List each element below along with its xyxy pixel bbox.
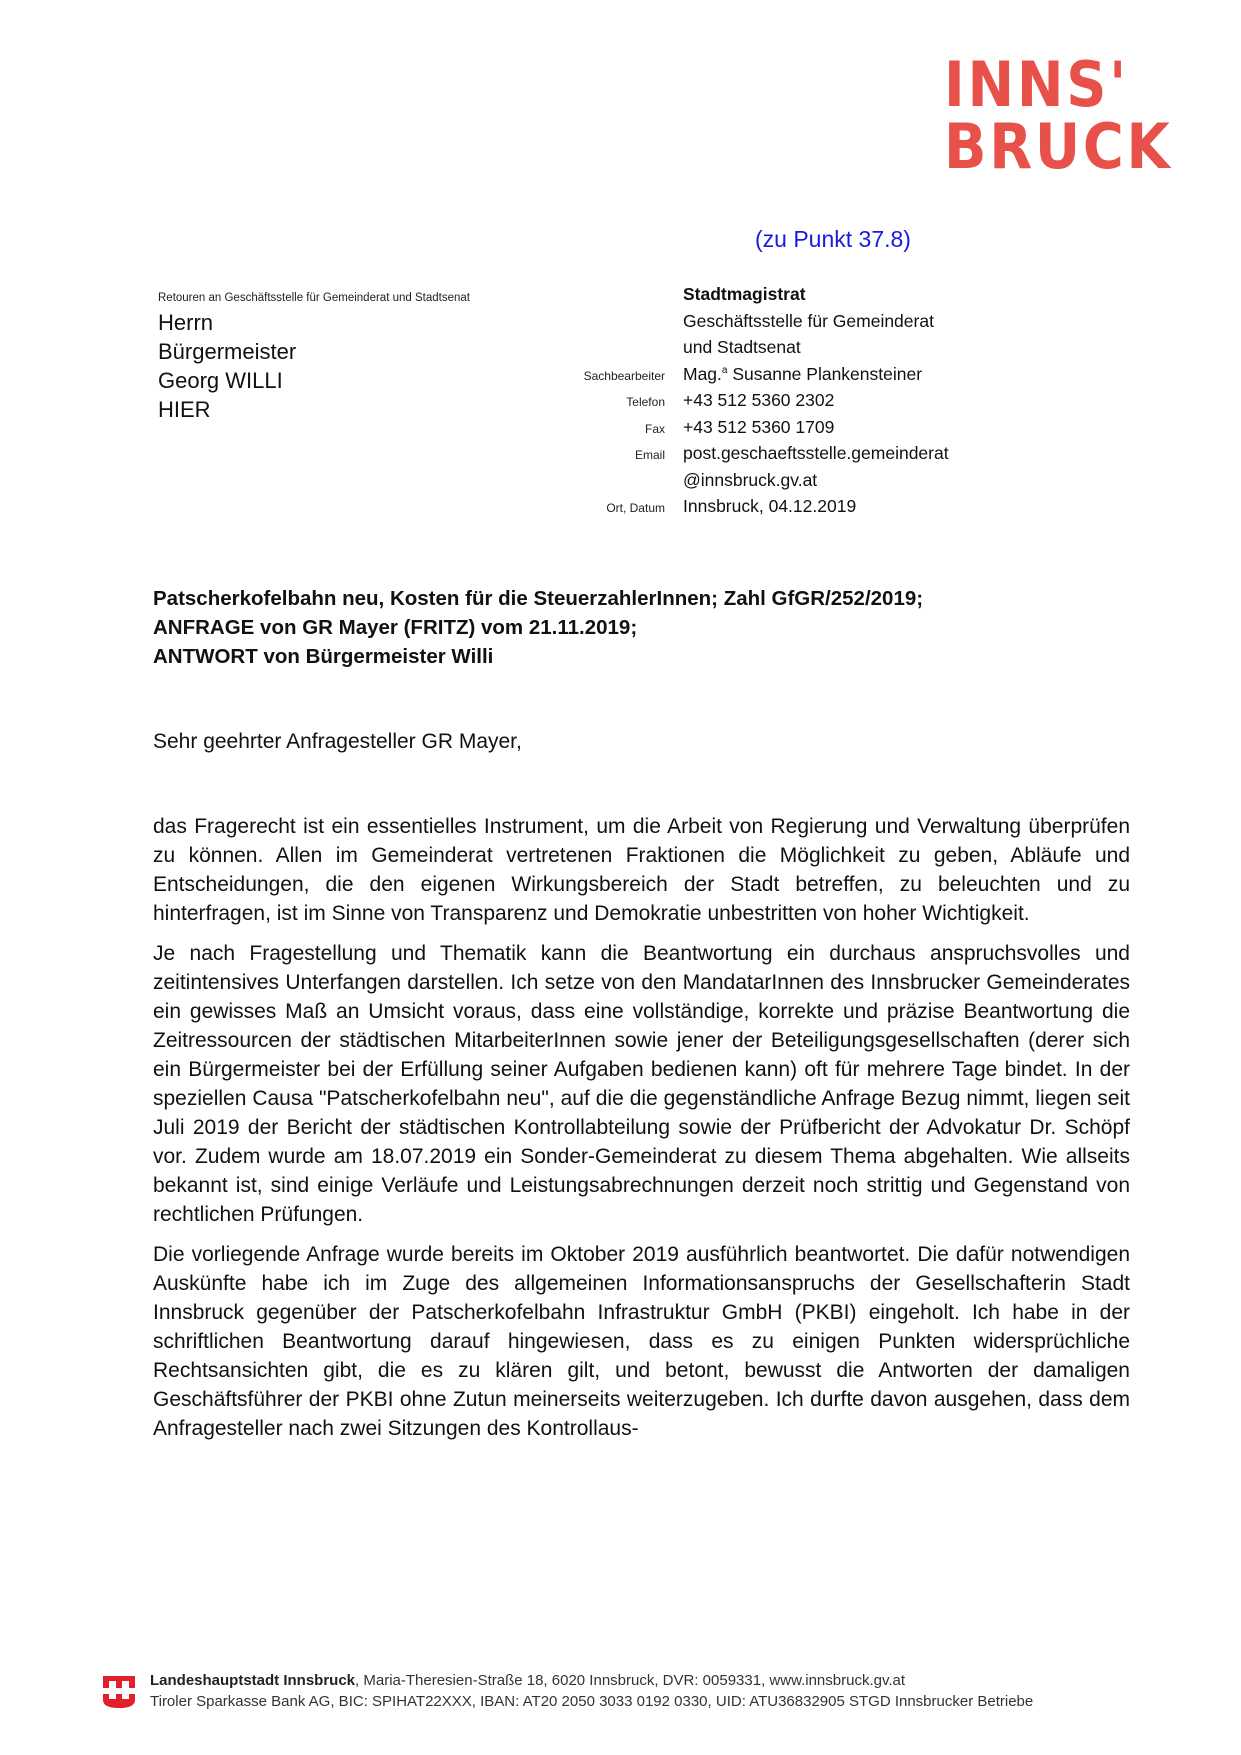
agenda-reference-note: (zu Punkt 37.8) bbox=[755, 226, 911, 252]
body-paragraph: das Fragerecht ist ein essentielles Instrument, um die Arbeit von Regierung und Verwaltung überprüfen zu können. Allen im Gemeinderat vertretenen Fraktionen die Möglichkeit zu geben, Abläufe und Entscheidungen, die den eigenen Wirkungsbereich der Stadt betreffen, zu beleuchten und zu hinterfragen, ist im Sinne von Transparenz und Demokratie unbestritten von hoher Wichtigkeit. bbox=[153, 815, 1130, 925]
innsbruck-logo bbox=[944, 48, 1194, 183]
place-date-label: Ort, Datum bbox=[606, 501, 665, 515]
fax-value: +43 512 5360 1709 bbox=[683, 416, 835, 437]
logo-line-1: INNS' bbox=[944, 48, 1129, 121]
salutation: Sehr geehrter Anfragesteller GR Mayer, bbox=[153, 730, 522, 753]
sender-organization: Stadtmagistrat bbox=[683, 284, 806, 304]
place-date-value: Innsbruck, 04.12.2019 bbox=[683, 496, 857, 516]
recipient-line: Bürgermeister bbox=[158, 339, 297, 364]
footer-address: , Maria-Theresien-Straße 18, 6020 Innsbruck, DVR: 0059331, www.innsbruck.gv.at bbox=[355, 1672, 906, 1689]
phone-row bbox=[520, 390, 1080, 417]
sender-department-cont: und Stadtsenat bbox=[683, 337, 801, 357]
body-paragraph: Je nach Fragestellung und Thematik kann die Beantwortung ein durchaus anspruchsvolles und zeitintensives Unterfangen darstellen. Ich setze von den MandatarInnen des Innsbrucker Gemeinderates ein gewisses Maß an Umsicht voraus, dass eine vollständige, korrekte und präzise Beantwortung die Zeitressourcen der städtischen MitarbeiterInnen sowie jener der Beteiligungsgesellschaften (derer sich ein Bürgermeister bei der Erfüllung seiner Aufgaben bedienen kann) oft für mehrere Tage bindet. In der speziellen Causa "Patscherkofelbahn neu", auf die die gegenständliche Anfrage Bezug nimmt, liegen seit Juli 2019 der Bericht der städtischen Kontrollabteilung sowie der Prüfbericht der Advokatur Dr. Schöpf vor. Zudem wurde am 18.07.2019 ein Sonder-Gemeinderat zu diesem Thema abgehalten. Wie allseits bekannt ist, sind einige Verläufe und Leistungsabrechnungen derzeit noch strittig und Gegenstand von rechtlichen Prüfungen. bbox=[153, 942, 1130, 1226]
footer-text bbox=[150, 1670, 1033, 1712]
fax-row bbox=[520, 417, 1080, 444]
body-paragraph: Die vorliegende Anfrage wurde bereits im Oktober 2019 ausführlich beantwortet. Die dafür notwendigen Auskünfte habe ich im Zuge des allgemeinen Informationsanspruchs der Gesellschafterin Stadt Innsbruck gegenüber der Patscherkofelbahn Infrastruktur GmbH (PKBI) eingeholt. Ich habe in der schriftlichen Beantwortung darauf hingewiesen, dass es zu einigen Punkten widersprüchliche Rechtsansichten gibt, die es zu klären gilt, und betont, bewusst die Antworten der damaligen Geschäftsführer der PKBI ohne Zutun meinerseits weiterzugeben. Ich durfte davon ausgehen, dass dem Anfragesteller nach zwei Sitzungen des Kontrollaus- bbox=[153, 1243, 1130, 1440]
fax-label: Fax bbox=[644, 421, 665, 436]
sender-department-row bbox=[520, 311, 1080, 338]
subject-line: ANFRAGE von GR Mayer (FRITZ) vom 21.11.2019; bbox=[153, 616, 638, 639]
recipient-line: Georg WILLI bbox=[158, 368, 283, 393]
email-row bbox=[520, 443, 1080, 470]
email-label: Email bbox=[634, 448, 665, 462]
innsbruck-crest-icon bbox=[102, 1674, 136, 1710]
clerk-row bbox=[520, 364, 1080, 391]
recipient-address bbox=[158, 308, 296, 424]
phone-label: Telefon bbox=[626, 395, 665, 409]
email-row-2 bbox=[520, 470, 1080, 497]
sender-department-row-2 bbox=[520, 337, 1080, 364]
return-address: Retouren an Geschäftsstelle für Gemeinderat und Stadtsenat bbox=[158, 292, 470, 304]
sender-info bbox=[520, 284, 1080, 523]
place-date-row bbox=[520, 496, 1080, 523]
letter-subject bbox=[153, 584, 923, 671]
email-value-cont[interactable]: @innsbruck.gv.at bbox=[683, 469, 818, 490]
recipient-line: HIER bbox=[158, 397, 211, 422]
footer-address-line bbox=[150, 1670, 1033, 1691]
logo-line-2: BRUCK bbox=[944, 110, 1173, 183]
phone-value: +43 512 5360 2302 bbox=[683, 390, 835, 410]
footer-bank-line: Tiroler Sparkasse Bank AG, BIC: SPIHAT22XXX, IBAN: AT20 2050 3033 0192 0330, UID: ATU36832905 STGD Innsbrucker Betriebe bbox=[150, 1693, 1034, 1710]
sender-department: Geschäftsstelle für Gemeinderat bbox=[683, 310, 934, 331]
letter-body bbox=[153, 812, 1130, 1454]
subject-line: Patscherkofelbahn neu, Kosten für die SteuerzahlerInnen; Zahl GfGR/252/2019; bbox=[153, 587, 924, 610]
recipient-line: Herrn bbox=[158, 310, 214, 335]
sender-organization-row bbox=[520, 284, 1080, 311]
email-value[interactable]: post.geschaeftsstelle.gemeinderat bbox=[683, 443, 949, 463]
clerk-label: Sachbearbeiter bbox=[583, 368, 665, 383]
footer-city: Landeshauptstadt Innsbruck bbox=[150, 1672, 356, 1689]
clerk-name: Mag.$^a$ Susanne Plankensteiner bbox=[683, 363, 923, 384]
subject-line: ANTWORT von Bürgermeister Willi bbox=[153, 645, 494, 668]
